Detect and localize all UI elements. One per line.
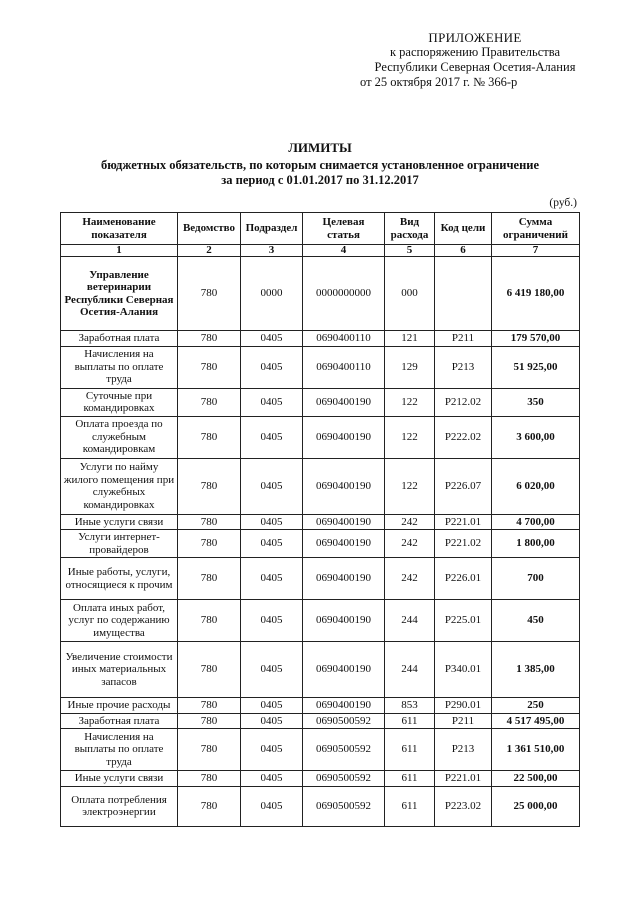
row-amount: 6 020,00 — [492, 458, 580, 514]
row-expense-type: 129 — [385, 346, 435, 388]
row-subsection: 0000 — [241, 257, 303, 331]
row-amount: 25 000,00 — [492, 786, 580, 826]
row-expense-type: 611 — [385, 729, 435, 771]
col-number: 1 — [61, 245, 178, 257]
row-amount: 250 — [492, 698, 580, 714]
table-row — [61, 514, 580, 530]
table-row — [61, 558, 580, 600]
row-amount: 350 — [492, 388, 580, 416]
table-row — [61, 698, 580, 714]
appendix-block — [360, 30, 590, 90]
row-target-article: 0690400190 — [303, 600, 385, 642]
table-row — [61, 257, 580, 331]
row-purpose-code: Р226.01 — [435, 558, 492, 600]
table-header-row — [61, 213, 580, 245]
header-limit-amount: Сумма ограничений — [492, 213, 580, 245]
row-target-article: 0690400190 — [303, 416, 385, 458]
row-name: Услуги интернет-провайдеров — [61, 530, 178, 558]
row-purpose-code: Р221.02 — [435, 530, 492, 558]
row-amount: 1 385,00 — [492, 642, 580, 698]
table-row — [61, 771, 580, 787]
row-target-article: 0690400110 — [303, 346, 385, 388]
row-subsection: 0405 — [241, 458, 303, 514]
row-department: 780 — [178, 530, 241, 558]
row-target-article: 0000000000 — [303, 257, 385, 331]
row-expense-type: 611 — [385, 786, 435, 826]
limits-table — [60, 212, 580, 827]
table-row — [61, 786, 580, 826]
table-row — [61, 458, 580, 514]
row-purpose-code: Р222.02 — [435, 416, 492, 458]
column-number-row — [61, 245, 580, 257]
row-department: 780 — [178, 771, 241, 787]
row-department: 780 — [178, 346, 241, 388]
appendix-line-1: к распоряжению Правительства — [389, 45, 560, 59]
header-name: Наименование показателя — [61, 213, 178, 245]
col-number: 5 — [385, 245, 435, 257]
row-expense-type: 121 — [385, 331, 435, 347]
row-department: 780 — [178, 729, 241, 771]
row-expense-type: 242 — [385, 530, 435, 558]
row-target-article: 0690400190 — [303, 530, 385, 558]
row-name: Услуги по найму жилого помещения при служебных командировках — [61, 458, 178, 514]
row-amount: 179 570,00 — [492, 331, 580, 347]
row-subsection: 0405 — [241, 771, 303, 787]
row-expense-type: 244 — [385, 600, 435, 642]
row-subsection: 0405 — [241, 713, 303, 729]
row-amount: 3 600,00 — [492, 416, 580, 458]
row-department: 780 — [178, 558, 241, 600]
row-amount: 6 419 180,00 — [492, 257, 580, 331]
row-name: Иные прочие расходы — [61, 698, 178, 714]
header-target-article: Целевая статья — [303, 213, 385, 245]
row-department: 780 — [178, 713, 241, 729]
row-amount: 4 517 495,00 — [492, 713, 580, 729]
row-expense-type: 244 — [385, 642, 435, 698]
row-expense-type: 853 — [385, 698, 435, 714]
row-department: 780 — [178, 458, 241, 514]
header-expense-type: Вид расхода — [385, 213, 435, 245]
row-department: 780 — [178, 416, 241, 458]
currency-unit: (руб.) — [549, 197, 577, 209]
col-number: 3 — [241, 245, 303, 257]
row-target-article: 0690500592 — [303, 771, 385, 787]
row-target-article: 0690400190 — [303, 698, 385, 714]
row-name: Оплата потребления электроэнергии — [61, 786, 178, 826]
row-purpose-code: Р226.07 — [435, 458, 492, 514]
row-purpose-code: Р213 — [435, 729, 492, 771]
row-expense-type: 122 — [385, 458, 435, 514]
row-purpose-code: Р212.02 — [435, 388, 492, 416]
row-target-article: 0690400190 — [303, 558, 385, 600]
row-target-article: 0690500592 — [303, 786, 385, 826]
row-expense-type: 122 — [385, 388, 435, 416]
table-row — [61, 331, 580, 347]
row-target-article: 0690400190 — [303, 388, 385, 416]
row-target-article: 0690400190 — [303, 514, 385, 530]
row-subsection: 0405 — [241, 786, 303, 826]
row-department: 780 — [178, 388, 241, 416]
row-expense-type: 242 — [385, 558, 435, 600]
row-name: Заработная плата — [61, 331, 178, 347]
row-purpose-code: Р290.01 — [435, 698, 492, 714]
row-purpose-code: Р221.01 — [435, 514, 492, 530]
table-row — [61, 346, 580, 388]
row-name: Увеличение стоимости иных материальных запасов — [61, 642, 178, 698]
table-row — [61, 388, 580, 416]
row-name: Суточные при командировках — [61, 388, 178, 416]
row-expense-type: 242 — [385, 514, 435, 530]
row-name: Иные работы, услуги, относящиеся к прочим — [61, 558, 178, 600]
table-row — [61, 416, 580, 458]
row-name: Начисления на выплаты по оплате труда — [61, 346, 178, 388]
row-department: 780 — [178, 698, 241, 714]
table-row — [61, 600, 580, 642]
row-department: 780 — [178, 786, 241, 826]
row-subsection: 0405 — [241, 600, 303, 642]
row-subsection: 0405 — [241, 514, 303, 530]
row-amount: 1 361 510,00 — [492, 729, 580, 771]
row-name: Начисления на выплаты по оплате труда — [61, 729, 178, 771]
row-purpose-code: Р211 — [435, 331, 492, 347]
row-purpose-code: Р213 — [435, 346, 492, 388]
row-target-article: 0690500592 — [303, 729, 385, 771]
row-subsection: 0405 — [241, 416, 303, 458]
col-number: 7 — [492, 245, 580, 257]
header-department: Ведомство — [178, 213, 241, 245]
row-subsection: 0405 — [241, 729, 303, 771]
row-amount: 1 800,00 — [492, 530, 580, 558]
row-target-article: 0690500592 — [303, 713, 385, 729]
row-department: 780 — [178, 514, 241, 530]
row-expense-type: 000 — [385, 257, 435, 331]
row-amount: 51 925,00 — [492, 346, 580, 388]
row-subsection: 0405 — [241, 698, 303, 714]
row-name: Оплата проезда по служебным командировкам — [61, 416, 178, 458]
document-title: ЛИМИТЫ — [288, 140, 352, 155]
row-subsection: 0405 — [241, 558, 303, 600]
row-amount: 4 700,00 — [492, 514, 580, 530]
row-target-article: 0690400110 — [303, 331, 385, 347]
header-subsection: Подраздел — [241, 213, 303, 245]
row-subsection: 0405 — [241, 388, 303, 416]
table-row — [61, 729, 580, 771]
table-row — [61, 642, 580, 698]
row-expense-type: 122 — [385, 416, 435, 458]
row-department: 780 — [178, 600, 241, 642]
row-amount: 700 — [492, 558, 580, 600]
row-department: 780 — [178, 642, 241, 698]
col-number: 4 — [303, 245, 385, 257]
row-target-article: 0690400190 — [303, 642, 385, 698]
row-name: Иные услуги связи — [61, 771, 178, 787]
row-name: Оплата иных работ, услуг по содержанию имущества — [61, 600, 178, 642]
row-purpose-code: Р225.01 — [435, 600, 492, 642]
row-subsection: 0405 — [241, 331, 303, 347]
header-purpose-code: Код цели — [435, 213, 492, 245]
document-subtitle-line-2: за период с 01.01.2017 по 31.12.2017 — [221, 173, 419, 187]
appendix-title: ПРИЛОЖЕНИЕ — [428, 30, 522, 45]
document-heading — [60, 140, 580, 188]
row-subsection: 0405 — [241, 530, 303, 558]
row-department: 780 — [178, 331, 241, 347]
row-amount: 450 — [492, 600, 580, 642]
col-number: 6 — [435, 245, 492, 257]
row-department: 780 — [178, 257, 241, 331]
row-expense-type: 611 — [385, 771, 435, 787]
row-expense-type: 611 — [385, 713, 435, 729]
row-purpose-code — [435, 257, 492, 331]
appendix-line-2: Республики Северная Осетия-Алания — [374, 60, 576, 74]
row-name: Иные услуги связи — [61, 514, 178, 530]
row-purpose-code: Р340.01 — [435, 642, 492, 698]
row-subsection: 0405 — [241, 346, 303, 388]
row-amount: 22 500,00 — [492, 771, 580, 787]
document-subtitle-line-1: бюджетных обязательств, по которым снимается установленное ограничение — [100, 158, 540, 172]
col-number: 2 — [178, 245, 241, 257]
row-purpose-code: Р221.01 — [435, 771, 492, 787]
row-name: Управление ветеринарии Республики Северная Осетия-Алания — [61, 257, 178, 331]
row-purpose-code: Р223.02 — [435, 786, 492, 826]
row-subsection: 0405 — [241, 642, 303, 698]
row-name: Заработная плата — [61, 713, 178, 729]
appendix-date-line: от 25 октября 2017 г. № 366-р — [360, 75, 518, 89]
row-purpose-code: Р211 — [435, 713, 492, 729]
table-row — [61, 530, 580, 558]
row-target-article: 0690400190 — [303, 458, 385, 514]
table-row — [61, 713, 580, 729]
